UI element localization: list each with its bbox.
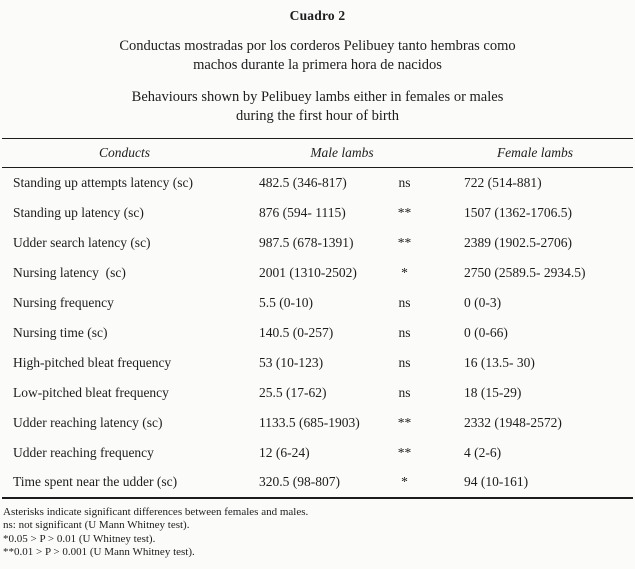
female-value-cell: 18 (15-29)	[464, 384, 522, 400]
female-value-cell: 16 (13.5- 30)	[464, 354, 535, 370]
male-value-cell: 25.5 (17-62)	[259, 384, 327, 400]
male-value-cell: 2001 (1310-2502)	[259, 264, 357, 280]
footnote-single-asterisk: *0.05 > P > 0.01 (U Whitney test).	[3, 532, 156, 545]
female-value-cell: 0 (0-66)	[464, 324, 508, 340]
footnote-asterisks: Asterisks indicate significant differences between females and males.	[3, 505, 309, 518]
male-value-cell: 5.5 (0-10)	[259, 294, 313, 310]
male-value-cell: 320.5 (98-807)	[247, 468, 372, 498]
conduct-cell: Standing up attempts latency (sc)	[13, 174, 193, 190]
conduct-cell: Time spent near the udder (sc)	[2, 468, 247, 498]
conduct-cell: Nursing latency (sc)	[13, 264, 126, 280]
significance-cell: **	[397, 204, 412, 220]
column-header-conducts: Conducts	[2, 139, 247, 168]
conduct-cell: High-pitched bleat frequency	[13, 354, 172, 370]
table-row	[2, 378, 633, 408]
table-row	[2, 288, 633, 318]
conduct-cell: Low-pitched bleat frequency	[13, 384, 169, 400]
footnotes	[3, 506, 633, 560]
english-title	[0, 88, 635, 126]
table-row	[2, 168, 633, 198]
female-value-cell: 0 (0-3)	[464, 294, 502, 310]
male-value-cell: 1133.5 (685-1903)	[259, 414, 360, 430]
significance-cell: ns	[398, 324, 411, 340]
female-value-cell: 2389 (1902.5-2706)	[464, 234, 572, 250]
female-value-cell: 94 (10-161)	[437, 468, 633, 498]
significance-cell: ns	[398, 294, 411, 310]
male-value-cell: 987.5 (678-1391)	[259, 234, 354, 250]
table-row	[2, 408, 633, 438]
table-header-row	[2, 139, 633, 168]
significance-cell: *	[401, 264, 408, 280]
table-row	[2, 438, 633, 468]
footnote-ns: ns: not significant (U Mann Whitney test).	[3, 519, 190, 531]
female-value-cell: 2332 (1948-2572)	[464, 414, 562, 430]
conduct-cell: Udder reaching latency (sc)	[13, 414, 163, 430]
english-title-line-2: during the first hour of birth	[235, 108, 400, 124]
conduct-cell: Udder search latency (sc)	[13, 234, 151, 250]
male-value-cell: 140.5 (0-257)	[259, 324, 334, 340]
male-value-cell: 53 (10-123)	[259, 354, 324, 370]
significance-cell: *	[372, 468, 437, 498]
significance-cell: **	[397, 444, 412, 460]
female-value-cell: 722 (514-881)	[464, 174, 542, 190]
table-row	[2, 228, 633, 258]
table-row	[2, 468, 633, 498]
footnote-double-asterisk: **0.01 > P > 0.001 (U Mann Whitney test).	[3, 546, 195, 558]
conduct-cell: Standing up latency (sc)	[13, 204, 144, 220]
conduct-cell: Nursing time (sc)	[13, 324, 108, 340]
significance-cell: **	[397, 234, 412, 250]
table-number: Cuadro 2	[289, 8, 346, 23]
column-header-female-lambs: Female lambs	[437, 139, 633, 168]
table-row	[2, 198, 633, 228]
male-value-cell: 876 (594- 1115)	[259, 204, 346, 220]
female-value-cell: 1507 (1362-1706.5)	[464, 204, 572, 220]
male-value-cell: 12 (6-24)	[259, 444, 310, 460]
spanish-title-line-2: machos durante la primera hora de nacidos	[193, 57, 442, 73]
spanish-title	[0, 37, 635, 75]
significance-cell: **	[397, 414, 412, 430]
english-title-line-1: Behaviours shown by Pelibuey lambs either in females or males	[131, 89, 504, 105]
table-row	[2, 258, 633, 288]
table-row	[2, 348, 633, 378]
male-value-cell: 482.5 (346-817)	[259, 174, 347, 190]
table-row	[2, 318, 633, 348]
female-value-cell: 4 (2-6)	[464, 444, 502, 460]
behaviour-data-table	[2, 138, 633, 499]
conduct-cell: Udder reaching frequency	[13, 444, 154, 460]
conduct-cell: Nursing frequency	[13, 294, 114, 310]
column-header-male-lambs: Male lambs	[247, 139, 437, 168]
significance-cell: ns	[398, 384, 411, 400]
significance-cell: ns	[398, 174, 411, 190]
female-value-cell: 2750 (2589.5- 2934.5)	[464, 264, 586, 280]
spanish-title-line-1: Conductas mostradas por los corderos Pelibuey tanto hembras como	[119, 38, 516, 54]
significance-cell: ns	[398, 354, 411, 370]
